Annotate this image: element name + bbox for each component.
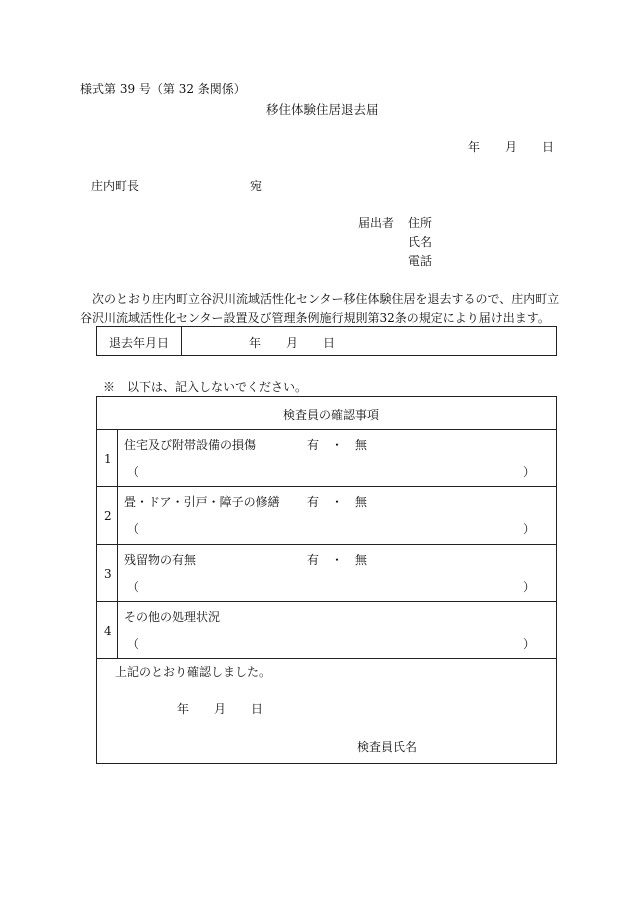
confirm-day: 日 xyxy=(251,702,264,716)
row-paren-open: （ xyxy=(127,580,140,594)
row-label: 残留物の有無 xyxy=(124,553,197,567)
notice-text: ※ 以下は、記入しないでください。 xyxy=(103,380,308,394)
move-out-month: 月 xyxy=(286,336,299,350)
form-number: 様式第 39 号（第 32 条関係） xyxy=(80,82,246,96)
row-yes: 有 xyxy=(307,495,320,509)
date-month: 月 xyxy=(505,140,518,154)
row-label: その他の処理状況 xyxy=(124,610,221,624)
row-paren-open: （ xyxy=(127,465,140,479)
row-number: 2 xyxy=(104,509,112,523)
row-yes: 有 xyxy=(307,438,320,452)
confirm-month: 月 xyxy=(214,702,227,716)
row-dot: ・ xyxy=(331,438,344,452)
addressee-honorific: 宛 xyxy=(250,179,263,193)
row-label: 畳・ドア・引戸・障子の修繕 xyxy=(124,495,280,509)
row-paren-close: ） xyxy=(523,522,536,536)
row-paren-open: （ xyxy=(127,522,140,536)
inspection-table xyxy=(96,396,557,764)
row-paren-close: ） xyxy=(523,637,536,651)
applicant-name: 氏名 xyxy=(408,235,433,249)
row-number: 1 xyxy=(104,452,112,466)
row-no: 無 xyxy=(355,553,368,567)
applicant-label: 届出者 xyxy=(358,216,395,230)
addressee-name: 庄内町長 xyxy=(91,179,140,193)
row-label: 住宅及び附帯設備の損傷 xyxy=(124,438,257,452)
date-day: 日 xyxy=(542,140,555,154)
inspector-name-label: 検査員氏名 xyxy=(357,740,418,754)
row-paren-open: （ xyxy=(127,637,140,651)
inspection-header: 検査員の確認事項 xyxy=(283,408,380,422)
row-number: 4 xyxy=(104,624,112,638)
move-out-label: 退去年月日 xyxy=(109,336,170,350)
page-title: 移住体験住居退去届 xyxy=(266,102,379,117)
body-line-1: 次のとおり庄内町立谷沢川流域活性化センター移住体験住居を退去するので、庄内町立 xyxy=(92,292,560,306)
row-dot: ・ xyxy=(331,495,344,509)
move-out-day: 日 xyxy=(323,336,336,350)
row-paren-close: ） xyxy=(523,465,536,479)
move-out-table xyxy=(96,326,557,356)
row-yes: 有 xyxy=(307,553,320,567)
applicant-address: 住所 xyxy=(408,216,433,230)
applicant-phone: 電話 xyxy=(408,254,433,268)
row-no: 無 xyxy=(355,438,368,452)
confirm-text: 上記のとおり確認しました。 xyxy=(115,665,272,679)
row-number: 3 xyxy=(104,567,112,581)
row-dot: ・ xyxy=(331,553,344,567)
confirm-year: 年 xyxy=(177,702,190,716)
date-year: 年 xyxy=(468,140,481,154)
body-line-2: 谷沢川流域活性化センター設置及び管理条例施行規則第32条の規定により届け出ます。 xyxy=(80,311,550,325)
row-paren-close: ） xyxy=(523,580,536,594)
move-out-year: 年 xyxy=(249,336,262,350)
row-no: 無 xyxy=(355,495,368,509)
